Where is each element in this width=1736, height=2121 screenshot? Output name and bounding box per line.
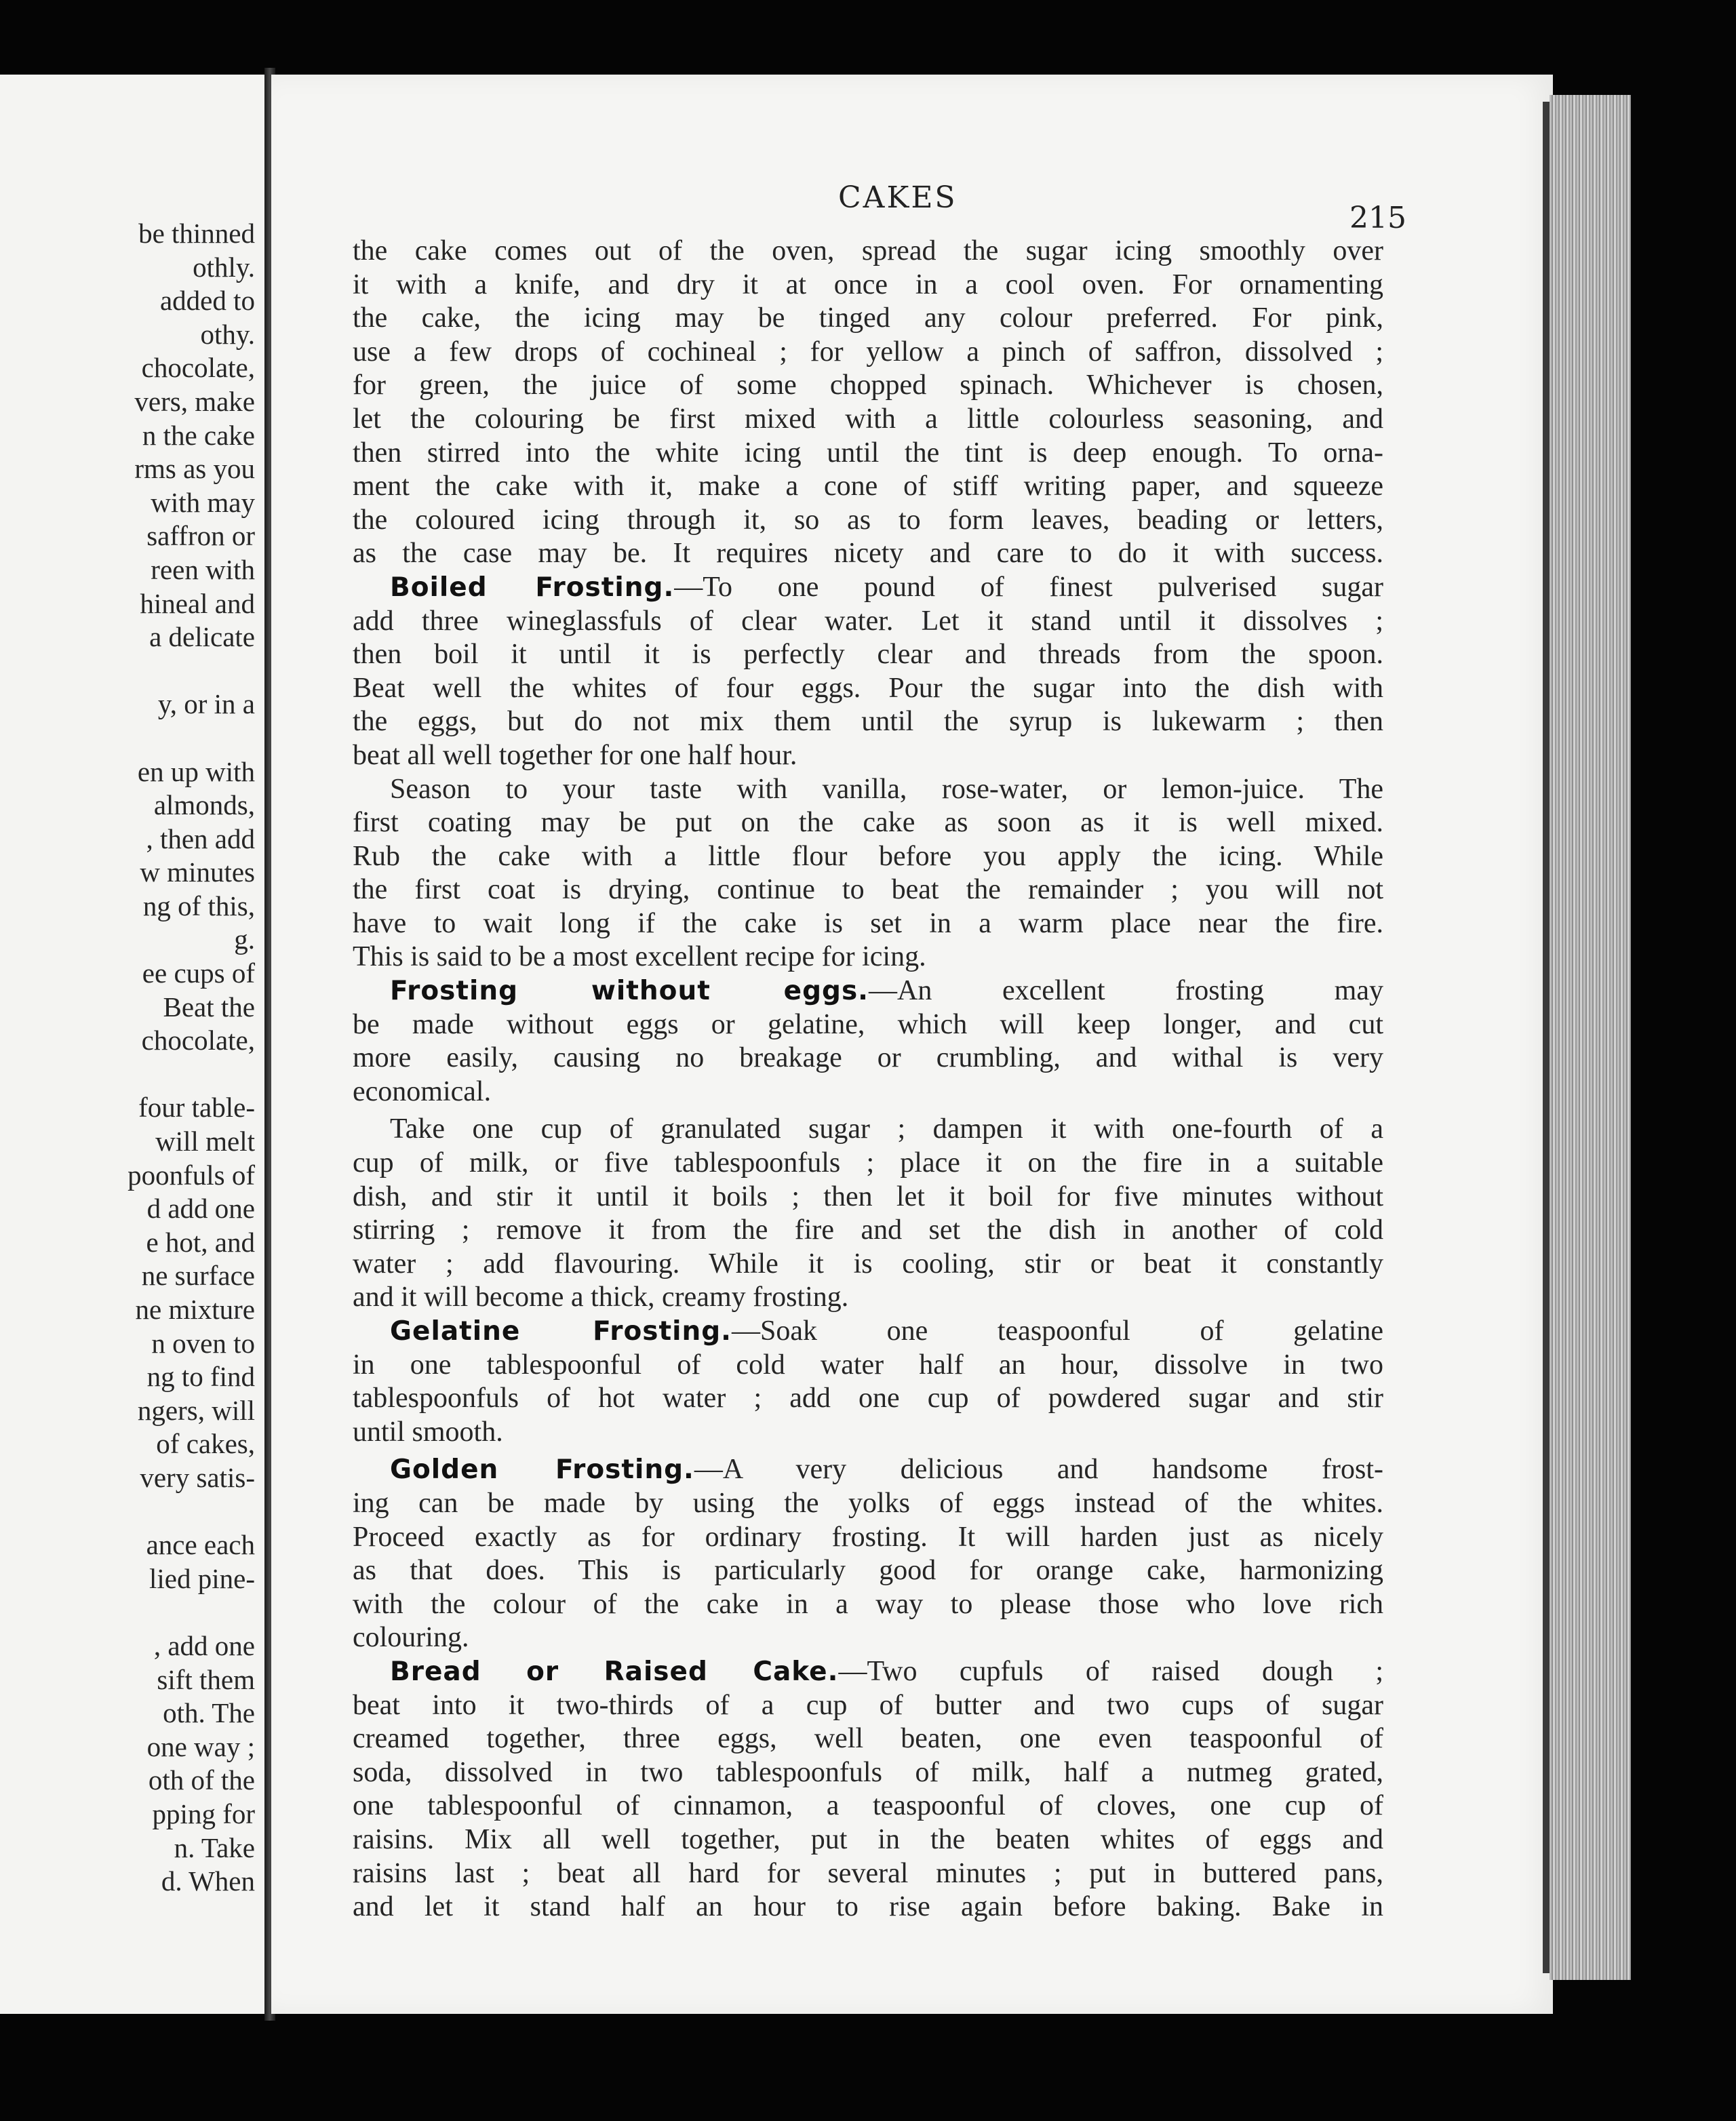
left-page-line — [11, 1058, 255, 1092]
text-line: and let it stand half an hour to rise again before baking. Bake in — [353, 1891, 1383, 1923]
text-line: stirring ; remove it from the fire and set the dish in another of cold — [353, 1214, 1383, 1246]
text-line: it with a knife, and dry it at once in a cool oven. For ornamenting — [353, 269, 1383, 300]
text-line: —Soak one teaspoonful of gelatine — [731, 1315, 1383, 1347]
text-line: then boil it until it is perfectly clear and threads from the spoon. — [353, 639, 1383, 671]
left-page-line: one way ; — [146, 1730, 255, 1762]
text-line: economical. — [353, 1075, 492, 1107]
left-page-line: ance each — [146, 1529, 255, 1561]
text-line: cup of milk, or five tablespoonfuls ; place it on the fire in a suitable — [353, 1147, 1383, 1179]
left-page-line: oth. The — [163, 1697, 255, 1729]
left-page-line: en up with — [137, 755, 255, 787]
text-line: raisins last ; beat all hard for several minutes ; put in buttered pans, — [353, 1857, 1383, 1889]
left-page-line: will melt — [155, 1126, 255, 1157]
left-page-line: Beat the — [163, 991, 255, 1023]
left-page-line: othly. — [193, 251, 255, 283]
left-page-line: rms as you — [134, 453, 255, 485]
text-line: —An excellent frosting may — [868, 975, 1383, 1007]
text-line: have to wait long if the cake is set in a warm place near the fire. — [353, 907, 1383, 939]
page-number: 215 — [1349, 201, 1406, 235]
left-page-line: very satis- — [140, 1461, 255, 1493]
golden-frosting-recipe — [353, 1453, 1383, 1655]
book-fore-edge — [1550, 95, 1631, 1980]
text-line: in one tablespoonful of cold water half an hour, dissolve in two — [353, 1349, 1383, 1381]
frosting-without-eggs-recipe — [353, 974, 1383, 1315]
left-page-line: sift them — [157, 1663, 255, 1695]
text-line: —A very delicious and handsome frost- — [694, 1454, 1384, 1486]
gelatine-frosting-recipe — [353, 1315, 1383, 1449]
left-page-line: d add one — [146, 1193, 255, 1225]
running-head: CAKES — [838, 180, 958, 215]
text-line: the cake, the icing may be tinged any colour preferred. For pink, — [353, 302, 1383, 334]
left-page-line: n oven to — [151, 1327, 255, 1359]
left-page-line: d. When — [161, 1865, 255, 1897]
left-page-line — [11, 721, 255, 755]
left-page-line: pping for — [152, 1798, 255, 1829]
page-body — [353, 235, 1383, 1924]
left-page-line: ng of this, — [142, 890, 255, 921]
left-page-line — [11, 654, 255, 688]
left-page-line: n. Take — [174, 1831, 255, 1863]
left-page-line: chocolate, — [141, 1025, 255, 1056]
left-page — [0, 75, 269, 2014]
text-line: Take one cup of granulated sugar ; dampen it with one-fourth of a — [390, 1113, 1383, 1145]
left-page-line: with may — [151, 486, 255, 518]
left-page-line: , then add — [146, 822, 255, 854]
text-line: Proceed exactly as for ordinary frosting. It will harden just as nicely — [353, 1521, 1383, 1553]
left-page-line — [11, 1595, 255, 1629]
left-page-line: hineal and — [140, 587, 255, 619]
text-line: dish, and stir it until it boils ; then let it boil for five minutes without — [353, 1181, 1383, 1212]
text-line: then stirred into the white icing until the tint is deep enough. To orna- — [353, 437, 1383, 469]
left-page-line: , add one — [153, 1629, 255, 1661]
text-line: with the colour of the cake in a way to please those who love rich — [353, 1588, 1383, 1620]
text-line: soda, dissolved in two tablespoonfuls of milk, half a nutmeg grated, — [353, 1756, 1383, 1788]
left-page-line: reen with — [151, 553, 255, 585]
text-line: ing can be made by using the yolks of eggs instead of the whites. — [353, 1487, 1383, 1519]
text-line: tablespoonfuls of hot water ; add one cup of powdered sugar and stir — [353, 1383, 1383, 1414]
left-page-line: ee cups of — [142, 957, 255, 989]
intro-paragraph — [353, 235, 1383, 571]
text-line: —To one pound of finest pulverised sugar — [674, 571, 1383, 603]
text-line: water ; add flavouring. While it is cooling, stir or beat it constantly — [353, 1248, 1383, 1280]
left-page-line: ngers, will — [137, 1394, 255, 1426]
left-page-line: w minutes — [140, 856, 255, 888]
text-line: Season to your taste with vanilla, rose-water, or lemon-juice. The — [390, 773, 1383, 805]
left-page-line: othy. — [200, 318, 255, 350]
left-page-line: oth of the — [148, 1764, 255, 1796]
boiled-frosting-recipe — [353, 571, 1383, 974]
left-page-line: be thinned — [138, 218, 255, 249]
text-line: raisins. Mix all well together, put in the beaten whites of eggs and — [353, 1823, 1383, 1855]
text-line: the eggs, but do not mix them until the syrup is lukewarm ; then — [353, 706, 1383, 738]
left-page-line — [11, 1495, 255, 1529]
text-line: and it will become a thick, creamy frosting. — [353, 1282, 849, 1313]
left-page-line: ne surface — [141, 1260, 255, 1292]
text-line: use a few drops of cochineal ; for yellow a pinch of saffron, dissolved ; — [353, 336, 1383, 368]
text-line: ment the cake with it, make a cone of stiff writing paper, and squeeze — [353, 471, 1383, 502]
left-page-line: poonfuls of — [127, 1159, 255, 1191]
text-line: the coloured icing through it, so as to form leaves, beading or letters, — [353, 504, 1383, 536]
text-line: This is said to be a most excellent recipe for icing. — [353, 941, 926, 973]
recipe-heading-gelatine-frosting: Gelatine Frosting. — [390, 1316, 732, 1347]
left-page-line: lied pine- — [149, 1562, 255, 1594]
left-page-line: ng to find — [146, 1361, 255, 1393]
recipe-heading-bread-cake: Bread or Raised Cake. — [390, 1656, 839, 1687]
text-line: creamed together, three eggs, well beaten, one even teaspoonful of — [353, 1723, 1383, 1755]
text-line: Rub the cake with a little flour before you apply the icing. While — [353, 840, 1383, 872]
recipe-heading-boiled-frosting: Boiled Frosting. — [390, 572, 675, 603]
left-page-line: ne mixture — [135, 1294, 255, 1325]
text-line: beat into it two-thirds of a cup of butter and two cups of sugar — [353, 1689, 1383, 1721]
left-page-line: g. — [234, 924, 255, 955]
left-page-line: n the cake — [142, 419, 255, 451]
text-line: colouring. — [353, 1622, 469, 1654]
text-line: Beat well the whites of four eggs. Pour the sugar into the dish with — [353, 672, 1383, 704]
text-line: for green, the juice of some chopped spinach. Whichever is chosen, — [353, 370, 1383, 401]
text-line: be made without eggs or gelatine, which will keep longer, and cut — [353, 1008, 1383, 1040]
left-page-line: y, or in a — [157, 688, 255, 720]
text-line: one tablespoonful of cinnamon, a teaspoonful of cloves, one cup of — [353, 1790, 1383, 1822]
text-line: more easily, causing no breakage or crumbling, and withal is very — [353, 1042, 1383, 1074]
text-line: as that does. This is particularly good for orange cake, harmonizing — [353, 1555, 1383, 1587]
text-line: as the case may be. It requires nicety and care to do it with success. — [353, 538, 1383, 570]
left-page-line: chocolate, — [141, 352, 255, 384]
text-line: first coating may be put on the cake as soon as it is well mixed. — [353, 807, 1383, 839]
recipe-heading-golden-frosting: Golden Frosting. — [390, 1454, 694, 1486]
text-line: —Two cupfuls of raised dough ; — [838, 1655, 1384, 1687]
left-page-line: added to — [159, 285, 255, 317]
left-page-line: a delicate — [149, 621, 255, 653]
text-line: until smooth. — [353, 1416, 503, 1448]
left-page-line: almonds, — [153, 789, 255, 821]
text-line: let the colouring be first mixed with a little colourless seasoning, and — [353, 403, 1383, 435]
text-line: the cake comes out of the oven, spread the sugar icing smoothly over — [353, 235, 1383, 266]
text-line: beat all well together for one half hour. — [353, 739, 797, 771]
left-page-line: saffron or — [146, 520, 255, 552]
text-line: add three wineglassfuls of clear water. Let it stand until it dissolves ; — [353, 605, 1383, 637]
text-line: the first coat is drying, continue to beat the remainder ; you will not — [353, 874, 1383, 906]
left-page-line: e hot, and — [146, 1226, 255, 1258]
left-page-line: four table- — [138, 1092, 255, 1124]
left-page-line: of cakes, — [156, 1428, 255, 1460]
left-page-text — [11, 217, 255, 1899]
recipe-heading-frosting-without-eggs: Frosting without eggs. — [390, 976, 869, 1007]
left-page-line: vers, make — [134, 385, 255, 417]
bread-cake-recipe — [353, 1655, 1383, 1924]
